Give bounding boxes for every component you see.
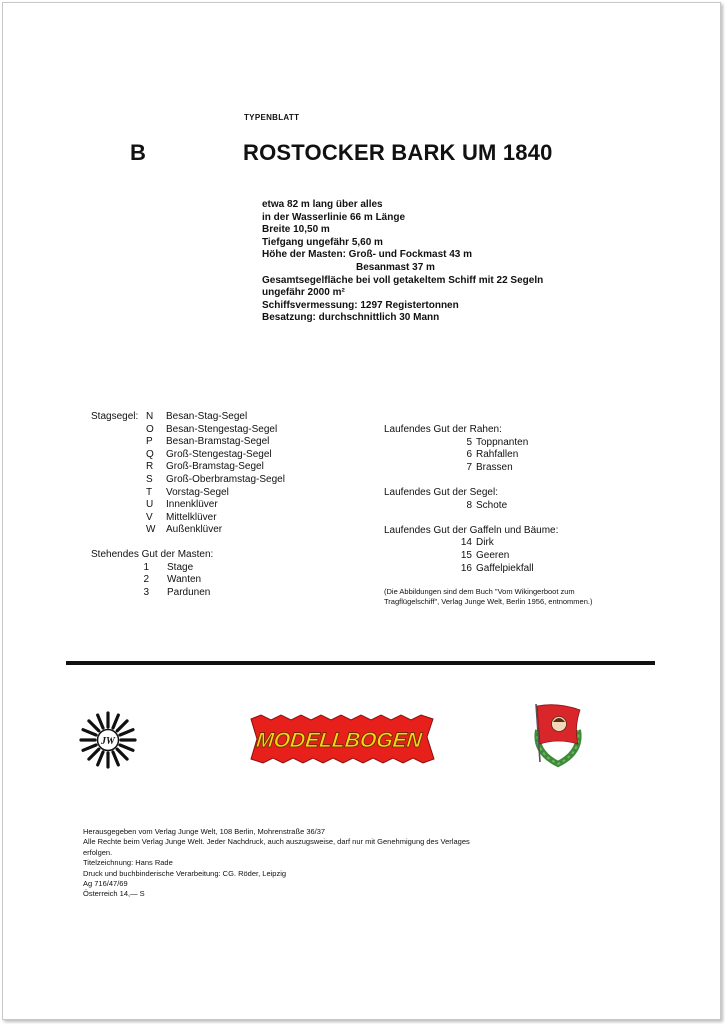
- ship-specs: [262, 199, 543, 325]
- sail-name: Groß-Stengestag-Segel: [166, 448, 272, 460]
- sunburst-ray: [98, 715, 103, 728]
- list-item: [384, 437, 558, 450]
- rig-name: Gaffelpiekfall: [476, 562, 534, 574]
- sail-code: R: [146, 461, 154, 473]
- list-item: [384, 462, 558, 475]
- sail-code: P: [146, 436, 153, 448]
- sunburst-ray: [98, 752, 103, 765]
- list-item: [91, 512, 285, 525]
- spec-line: Tiefgang ungefähr 5,60 m: [262, 236, 383, 248]
- imprint-line: Alle Rechte beim Verlag Junge Welt. Jeder Nachdruck, auch auszugsweise, darf nur mit Genehmigung des Verlages: [83, 837, 470, 847]
- sail-name: Groß-Oberbramstag-Segel: [166, 473, 285, 485]
- sunburst-ray: [113, 752, 118, 765]
- list-item: [384, 563, 558, 576]
- rig-name: Rahfallen: [476, 449, 519, 461]
- list-item: [91, 449, 285, 462]
- staysail-list: [91, 411, 285, 537]
- rig-number: 8: [466, 499, 472, 511]
- staysail-heading: Stagsegel:: [91, 411, 139, 422]
- running-rigging-list: [384, 424, 558, 575]
- rig-number: 6: [466, 449, 472, 461]
- rig-name: Dirk: [476, 537, 494, 549]
- sail-code: O: [146, 423, 154, 435]
- rig-number: 16: [460, 562, 472, 574]
- sail-name: Mittelklüver: [166, 511, 217, 523]
- rig-name: Toppnanten: [476, 436, 529, 448]
- sail-code: Q: [146, 448, 154, 460]
- sunburst-ray: [113, 715, 118, 728]
- modellbogen-text: MODELLBOGEN: [255, 729, 424, 752]
- page-title: ROSTOCKER BARK UM 1840: [243, 140, 553, 165]
- list-item: [91, 487, 285, 500]
- jw-logo-text: JW: [101, 736, 115, 747]
- sail-code: T: [146, 486, 153, 498]
- source-note: [384, 587, 592, 607]
- list-item: [91, 436, 285, 449]
- note-line: (Die Abbildungen sind dem Buch "Vom Wikingerboot zum: [384, 587, 575, 596]
- sail-name: Besan-Stengestag-Segel: [166, 423, 278, 435]
- typenblatt-label: TYPENBLATT: [244, 113, 300, 122]
- rig-name: Brassen: [476, 461, 513, 473]
- standing-rigging-list: [91, 549, 213, 599]
- rig-number: 7: [466, 461, 472, 473]
- list-item: [91, 424, 285, 437]
- sail-name: Besan-Bramstag-Segel: [166, 436, 270, 448]
- imprint-line: Herausgegeben vom Verlag Junge Welt, 108 Berlin, Mohrenstraße 36/37: [83, 827, 326, 836]
- list-item: [91, 562, 213, 575]
- sheet-letter: B: [130, 140, 146, 165]
- running-heading: Laufendes Gut der Gaffeln und Bäume:: [384, 524, 559, 536]
- sail-name: Vorstag-Segel: [166, 486, 229, 498]
- sail-name: Besan-Stag-Segel: [166, 411, 248, 422]
- sunburst-ray: [89, 721, 99, 731]
- rig-name: Geeren: [476, 549, 510, 561]
- rig-number: 2: [143, 574, 149, 586]
- running-heading: Laufendes Gut der Rahen:: [384, 424, 502, 435]
- rig-number: 3: [143, 586, 149, 598]
- spec-line: Besanmast 37 m: [356, 261, 435, 273]
- list-item: [91, 574, 213, 587]
- standing-heading: Stehendes Gut der Masten:: [91, 549, 214, 560]
- rig-name: Pardunen: [167, 586, 211, 598]
- imprint-line: Ag 716/47/69: [83, 879, 128, 889]
- sunburst-ray: [120, 745, 133, 750]
- list-item: [384, 550, 558, 563]
- spec-line: ungefähr 2000 m²: [262, 287, 345, 299]
- list-item: [91, 461, 285, 474]
- spec-line: Schiffsvermessung: 1297 Registertonnen: [262, 299, 459, 311]
- list-item: [384, 500, 558, 513]
- sunburst-ray: [83, 730, 96, 735]
- list-item: [91, 474, 285, 487]
- list-item: [384, 537, 558, 550]
- sail-code: V: [146, 511, 153, 523]
- sunburst-ray: [83, 745, 96, 750]
- sunburst-ray: [89, 749, 99, 759]
- sunburst-ray: [117, 749, 127, 759]
- spec-line: in der Wasserlinie 66 m Länge: [262, 211, 406, 223]
- sail-code: S: [146, 473, 153, 485]
- spec-line: Breite 10,50 m: [262, 224, 330, 236]
- imprint-line: erfolgen.: [83, 847, 113, 857]
- sail-name: Innenklüver: [166, 499, 218, 511]
- list-item: [91, 587, 213, 600]
- rig-name: Wanten: [167, 574, 202, 586]
- jw-logo-icon: [79, 711, 137, 769]
- sunburst-ray: [120, 730, 133, 735]
- rig-number: 5: [466, 436, 472, 448]
- pioneer-emblem-icon: [528, 700, 588, 770]
- imprint-line: Österreich 14,— S: [83, 889, 145, 899]
- rig-number: 14: [460, 537, 472, 549]
- list-item: [384, 449, 558, 462]
- spec-line: Gesamtsegelfläche bei voll getakeltem Schiff mit 22 Segeln: [262, 274, 544, 286]
- list-item: [91, 524, 285, 537]
- spec-line: etwa 82 m lang über alles: [262, 199, 383, 210]
- sail-code: W: [146, 524, 156, 536]
- rig-number: 15: [460, 549, 472, 561]
- imprint: [83, 827, 470, 900]
- rig-name: Stage: [167, 561, 194, 573]
- running-heading: Laufendes Gut der Segel:: [384, 486, 498, 498]
- sail-name: Groß-Bramstag-Segel: [166, 461, 264, 473]
- imprint-line: Titelzeichnung: Hans Rade: [83, 858, 173, 868]
- note-line: Tragflügelschiff", Verlag Junge Welt, Berlin 1956, entnommen.): [384, 597, 593, 606]
- sunburst-ray: [117, 721, 127, 731]
- list-item: [91, 411, 285, 424]
- rig-number: 1: [143, 561, 149, 573]
- spec-line: Besatzung: durchschnittlich 30 Mann: [262, 312, 440, 324]
- spec-line: Höhe der Masten: Groß- und Fockmast 43 m: [262, 249, 473, 261]
- sail-code: U: [146, 499, 154, 511]
- sail-name: Außenklüver: [166, 524, 223, 536]
- rig-name: Schote: [476, 499, 508, 511]
- imprint-line: Druck und buchbinderische Verarbeitung: CG. Röder, Leipzig: [83, 868, 287, 878]
- divider-rule: [66, 661, 655, 665]
- list-item: [91, 499, 285, 512]
- sail-code: N: [146, 411, 154, 422]
- modellbogen-logo: [247, 713, 437, 765]
